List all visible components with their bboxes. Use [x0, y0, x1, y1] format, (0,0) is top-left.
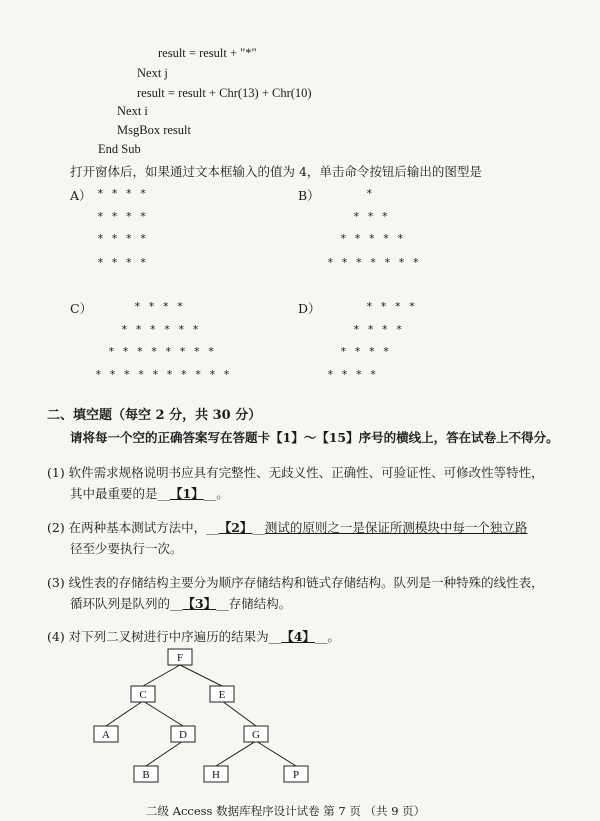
- pattern-row: * * * *: [97, 210, 147, 223]
- pattern-row: *: [366, 187, 374, 200]
- pattern-row: * * * * * * *: [327, 256, 420, 269]
- code-line: MsgBox result: [117, 123, 191, 137]
- code-line: result = result + Chr(13) + Chr(10): [137, 86, 312, 100]
- tree-label-ll: A: [102, 729, 110, 741]
- tree-label-rlr: P: [292, 769, 300, 781]
- q3-line2: 循环队列是队列的__【3】__存储结构。: [70, 596, 292, 611]
- q2-line2: 径至少要执行一次。: [70, 541, 183, 556]
- q1-end: 。: [216, 486, 229, 501]
- tree-label-rll: H: [212, 769, 220, 781]
- pattern-row: * * * *: [97, 187, 147, 200]
- pattern-row: * * * * *: [340, 232, 405, 245]
- q4-end: 。: [327, 629, 340, 644]
- pattern-row: * * * *: [353, 323, 403, 336]
- q4-text: (4) 对下列二叉树进行中序遍历的结果为: [47, 629, 269, 644]
- code-line: End Sub: [98, 142, 141, 156]
- q3-line1: (3) 线性表的存储结构主要分为顺序存储结构和链式存储结构。队列是一种特殊的线性表，: [47, 575, 544, 590]
- pattern-row: * * * *: [366, 300, 416, 313]
- option-c-label: C）: [70, 301, 93, 316]
- pattern-row: * * * *: [327, 368, 377, 381]
- blank-4: 【4】: [281, 629, 315, 644]
- q3-end: 存储结构。: [228, 596, 292, 611]
- blank-1: 【1】: [170, 486, 204, 501]
- option-a-label: A）: [70, 188, 92, 203]
- code-line: Next i: [117, 104, 148, 118]
- q1-line1: (1) 软件需求规格说明书应具有完整性、无歧义性、正确性、可验证性、可修改性等特性，: [47, 465, 544, 480]
- q1-text: 其中最重要的是: [70, 486, 158, 501]
- q2-text-cont: 测试的原则之一是保证所测模块中每一个独立路: [264, 520, 528, 535]
- tree-label-lrl: B: [142, 769, 150, 781]
- q1-line2: 其中最重要的是__【1】__。: [70, 486, 229, 501]
- pattern-row: * * * *: [97, 256, 147, 269]
- section-title: 二、填空题（每空 2 分，共 30 分）: [47, 408, 262, 423]
- q2-line1: (2) 在两种基本测试方法中，__【2】__测试的原则之一是保证所测模块中每一个独立路: [47, 520, 528, 535]
- q2-text: (2) 在两种基本测试方法中，: [47, 520, 207, 535]
- code-line: result = result + "*": [158, 46, 257, 60]
- pattern-row: * * *: [353, 210, 389, 223]
- tree-label-root: F: [176, 652, 184, 664]
- section-instruction: 请将每一个空的正确答案写在答题卡【1】～【15】序号的横线上，答在试卷上不得分。: [70, 430, 559, 445]
- blank-3: 【3】: [182, 596, 217, 611]
- q3-text: 循环队列是队列的: [70, 596, 171, 611]
- tree-label-left: C: [139, 689, 147, 701]
- tree-label-rl: G: [252, 729, 260, 741]
- tree-label-lr: D: [179, 729, 187, 741]
- pattern-row: * * * * * *: [121, 323, 200, 336]
- q4-line: (4) 对下列二叉树进行中序遍历的结果为__【4】__。: [47, 629, 340, 644]
- pattern-row: * * * *: [134, 300, 184, 313]
- pattern-row: * * * *: [97, 232, 147, 245]
- pattern-row: * * * * * * * * * *: [95, 368, 231, 381]
- code-line: Next j: [137, 66, 168, 80]
- tree-label-right: E: [218, 689, 226, 701]
- page-footer: 二级 Access 数据库程序设计试卷 第 7 页 （共 9 页）: [146, 804, 426, 818]
- option-d-label: D）: [298, 301, 321, 316]
- pattern-row: * * * * * * * *: [108, 345, 215, 358]
- question-text: 打开窗体后，如果通过文本框输入的值为 4，单击命令按钮后输出的图型是: [70, 164, 482, 179]
- blank-2: 【2】: [218, 520, 253, 535]
- option-b-label: B）: [298, 188, 320, 203]
- pattern-row: * * * *: [340, 345, 390, 358]
